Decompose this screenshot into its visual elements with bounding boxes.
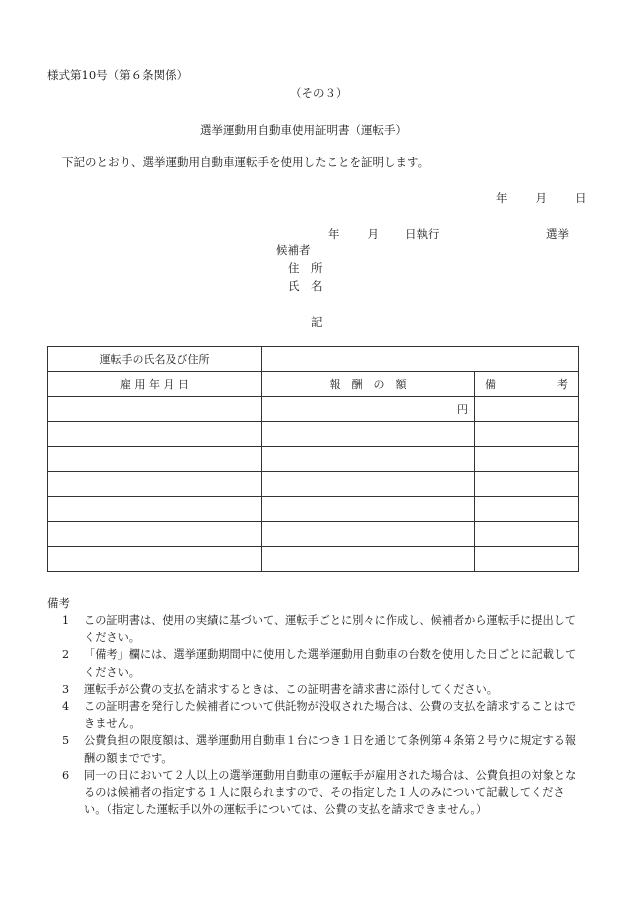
col-header-note-left: 備 xyxy=(485,378,496,391)
pay-cell[interactable] xyxy=(262,522,475,547)
table-row xyxy=(48,447,579,472)
date-cell[interactable] xyxy=(48,422,262,447)
note-text: 公費負担の限度額は、選挙運動用自動車１台につき１日を通じて条例第４条第２号ウに規定する報酬の額までです。 xyxy=(84,734,577,765)
col-header-note xyxy=(475,372,579,397)
execution-date xyxy=(328,226,440,242)
date-cell[interactable] xyxy=(48,522,262,547)
note-number: 1 xyxy=(62,614,70,627)
note-text: この証明書は、使用の実績に基づいて、運転手ごとに別々に作成し、候補者から運転手に提出してください。 xyxy=(84,614,577,645)
note-number: 3 xyxy=(62,682,70,696)
note-number: 4 xyxy=(62,700,70,714)
note-text: 運転手が公費の支払を請求するときは、この証明書を請求書に添付してください。 xyxy=(84,682,498,696)
date-cell[interactable] xyxy=(48,497,262,522)
issue-date xyxy=(496,190,587,206)
table-row xyxy=(48,522,579,547)
form-variant: （その３） xyxy=(290,86,348,100)
candidate-name-label: 氏 名 xyxy=(288,279,323,293)
pay-cell[interactable] xyxy=(262,547,475,572)
pay-cell[interactable]: 円 xyxy=(262,397,475,422)
col-header-date: 雇 用 年 月 日 xyxy=(48,372,262,397)
note-number: 5 xyxy=(62,734,70,748)
table-row xyxy=(48,547,579,572)
date-cell[interactable] xyxy=(48,447,262,472)
execution-day: 日執行 xyxy=(405,227,440,241)
candidate-address-label: 住 所 xyxy=(288,261,323,275)
issue-date-day: 日 xyxy=(575,191,587,205)
col-header-note-right: 考 xyxy=(557,378,568,391)
note-text: 同一の日において２人以上の選挙運動用自動車の運転手が雇用された場合は、公費負担の対象となるのは候補者の指定する１人に限られますので、その指定した１人のみについて記載してください。（指定した運転手以外の運転手については、公費の支払を請求できません。） xyxy=(84,768,577,817)
table-row xyxy=(48,397,579,422)
pay-cell[interactable] xyxy=(262,472,475,497)
table-header-row xyxy=(48,372,579,397)
driver-table xyxy=(47,346,579,572)
note-cell[interactable] xyxy=(475,447,579,472)
notes-list xyxy=(62,612,582,818)
date-cell[interactable] xyxy=(48,547,262,572)
note-number: 2 xyxy=(62,648,70,662)
pay-cell[interactable] xyxy=(262,447,475,472)
note-cell[interactable] xyxy=(475,422,579,447)
note-item xyxy=(62,612,582,646)
note-number: 6 xyxy=(62,768,70,782)
note-text: この証明書を発行した候補者について供託物が没収された場合は、公費の支払を請求することはできません。 xyxy=(84,700,577,731)
candidate-label: 候補者 xyxy=(276,243,311,257)
driver-value-cell[interactable] xyxy=(262,347,579,372)
pay-cell[interactable] xyxy=(262,497,475,522)
pay-cell[interactable] xyxy=(262,422,475,447)
notes-heading: 備考 xyxy=(47,596,70,610)
note-item xyxy=(62,698,582,732)
execution-month: 月 xyxy=(367,227,379,241)
note-item xyxy=(62,681,582,698)
driver-label-cell: 運転手の氏名及び住所 xyxy=(48,347,262,372)
election-label: 選挙 xyxy=(546,227,569,241)
note-item xyxy=(62,646,582,680)
col-header-pay: 報 酬 の 額 xyxy=(262,372,475,397)
table-row xyxy=(48,422,579,447)
note-cell[interactable] xyxy=(475,522,579,547)
execution-year: 年 xyxy=(328,227,340,241)
note-cell[interactable] xyxy=(475,497,579,522)
note-cell[interactable] xyxy=(475,472,579,497)
note-cell[interactable] xyxy=(475,397,579,422)
issue-date-year: 年 xyxy=(496,191,508,205)
intro-statement: 下記のとおり、選挙運動用自動車運転手を使用したことを証明します。 xyxy=(62,155,430,169)
driver-row xyxy=(48,347,579,372)
table-row xyxy=(48,472,579,497)
table-row xyxy=(48,497,579,522)
note-cell[interactable] xyxy=(475,547,579,572)
document-title: 選挙運動用自動車使用証明書（運転手） xyxy=(200,123,407,137)
issue-date-month: 月 xyxy=(535,191,547,205)
date-cell[interactable] xyxy=(48,472,262,497)
note-item xyxy=(62,767,582,819)
note-item xyxy=(62,732,582,766)
form-number: 様式第10号（第６条関係） xyxy=(47,68,189,82)
date-cell[interactable] xyxy=(48,397,262,422)
ki-heading: 記 xyxy=(311,315,323,329)
note-text: 「備考」欄には、選挙運動期間中に使用した選挙運動用自動車の台数を使用した日ごとに記載してください。 xyxy=(84,648,577,679)
